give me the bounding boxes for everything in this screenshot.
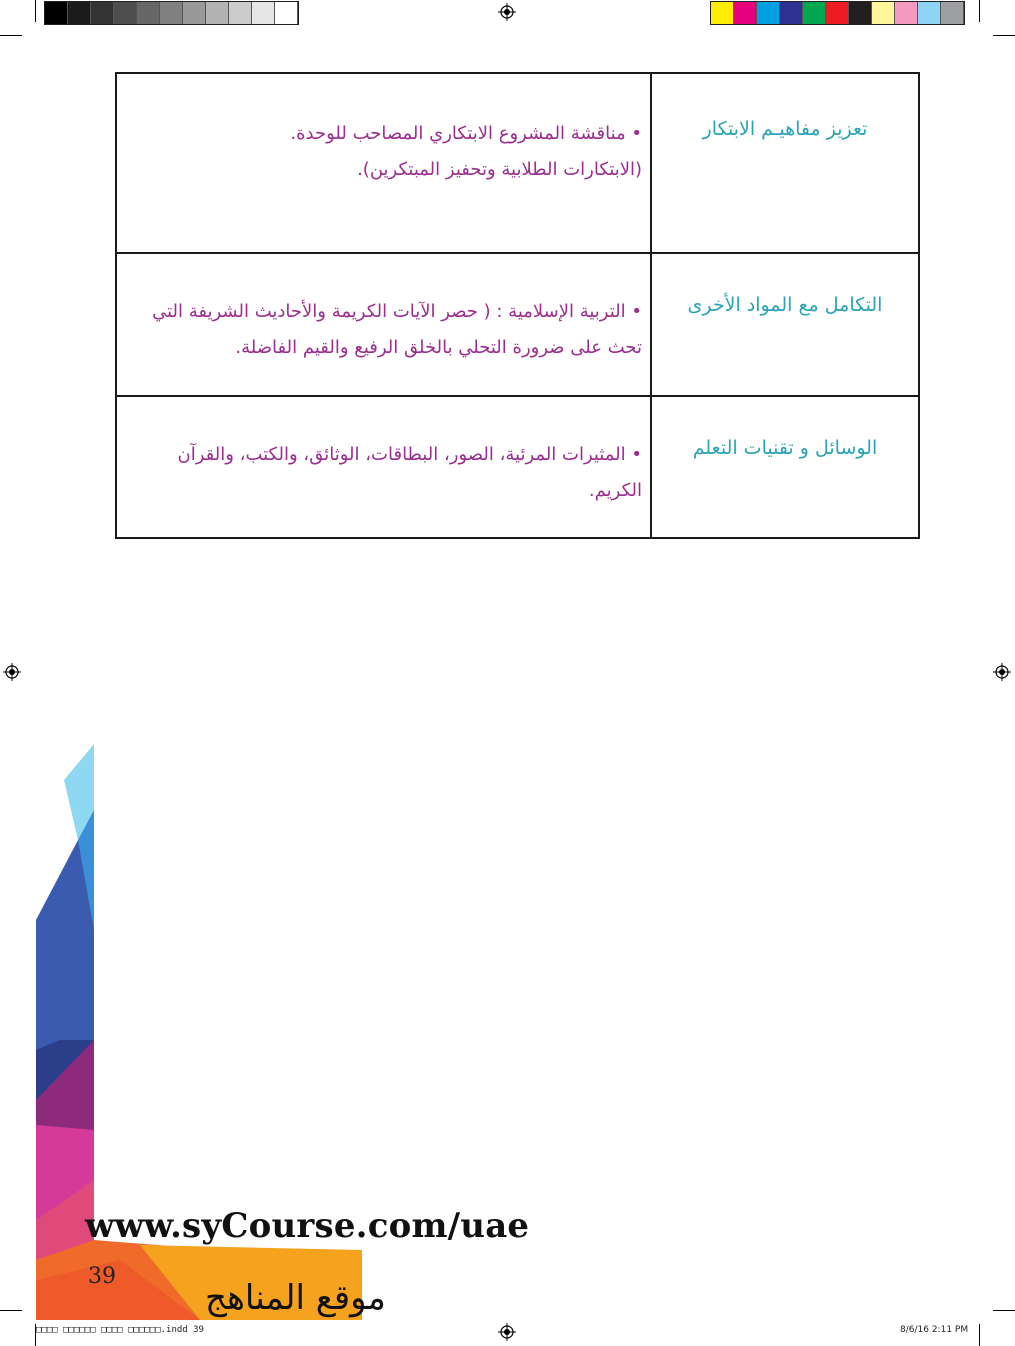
table-row xyxy=(116,73,919,253)
content-line: (الابتكارات الطلابية وتحفيز المبتكرين). xyxy=(357,159,642,180)
row-label: التكامل مع المواد الأخرى xyxy=(651,253,919,396)
color-swatch xyxy=(780,2,803,24)
table-row xyxy=(116,396,919,538)
website-url[interactable]: www.syCourse.com/uae xyxy=(85,1206,530,1246)
color-swatch xyxy=(183,2,206,24)
color-swatch xyxy=(734,2,757,24)
page-number: 39 xyxy=(88,1264,116,1289)
registration-mark-icon xyxy=(498,3,516,21)
color-swatch xyxy=(45,2,68,24)
color-swatch xyxy=(229,2,252,24)
crop-mark-bottom-right-h xyxy=(993,1310,1015,1311)
crop-mark-top-left-v xyxy=(35,0,36,22)
registration-mark-icon xyxy=(3,663,21,681)
crop-mark-top-right-h xyxy=(993,35,1015,36)
content-line: تحث على ضرورة التحلي بالخلق الرفيع والقيم الفاضلة. xyxy=(235,337,642,358)
color-swatch xyxy=(849,2,872,24)
row-label: تعزيز مفاهيـم الابتكار xyxy=(651,73,919,253)
print-slug-filename: □□□□ □□□□□□ □□□□ □□□□□□.indd 39 xyxy=(36,1325,204,1335)
color-swatch xyxy=(275,2,298,24)
print-slug-date: 8/6/16 2:11 PM xyxy=(900,1325,969,1335)
crop-mark-bottom-right-v xyxy=(979,1324,980,1346)
row-content xyxy=(116,73,651,253)
color-swatch xyxy=(872,2,895,24)
color-swatch xyxy=(206,2,229,24)
color-swatch xyxy=(137,2,160,24)
color-swatch xyxy=(826,2,849,24)
color-swatch xyxy=(918,2,941,24)
color-swatch xyxy=(160,2,183,24)
crop-mark-top-left-h xyxy=(0,35,22,36)
color-swatch xyxy=(711,2,734,24)
color-swatch xyxy=(757,2,780,24)
crop-mark-top-right-v xyxy=(979,0,980,22)
color-swatch xyxy=(91,2,114,24)
color-swatch xyxy=(114,2,137,24)
color-swatch-strip xyxy=(710,1,965,25)
registration-mark-icon xyxy=(993,663,1011,681)
content-line: • التربية الإسلامية : ( حصر الآيات الكريمة والأحاديث الشريفة التي xyxy=(152,301,642,322)
gray-swatch-strip xyxy=(44,1,299,25)
content-line: • مناقشة المشروع الابتكاري المصاحب للوحدة. xyxy=(290,123,642,144)
color-swatch xyxy=(941,2,964,24)
color-swatch xyxy=(803,2,826,24)
site-name: موقع المناهج xyxy=(205,1278,386,1318)
decorative-shapes xyxy=(0,740,420,1346)
color-swatch xyxy=(68,2,91,24)
color-swatch xyxy=(895,2,918,24)
content-line: • المثيرات المرئية، الصور، البطاقات، الوثائق، والكتب، والقرآن الكريم. xyxy=(177,444,642,501)
row-content xyxy=(116,253,651,396)
table-row xyxy=(116,253,919,396)
row-label: الوسائل و تقنيات التعلم xyxy=(651,396,919,538)
color-swatch xyxy=(252,2,275,24)
row-content xyxy=(116,396,651,538)
registration-mark-icon xyxy=(498,1323,516,1341)
lesson-plan-table xyxy=(115,72,920,539)
